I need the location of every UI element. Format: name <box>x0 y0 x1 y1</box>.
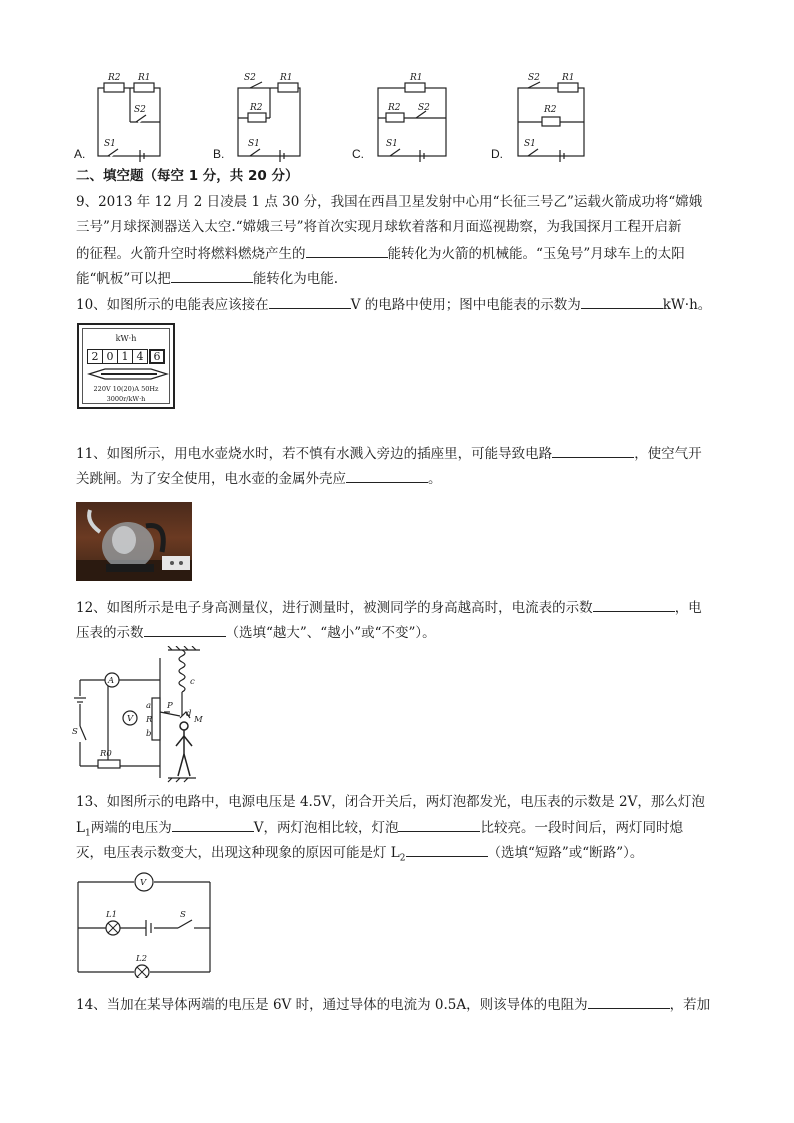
q13-l2-sub: 2 <box>399 853 406 864</box>
q12-text-2b: （选填“越大”、“越小”或“不变”）。 <box>225 625 436 641</box>
ammeter-label: A <box>108 676 115 686</box>
q10-blank-2[interactable] <box>581 294 663 309</box>
lamp-l2-icon <box>135 965 149 978</box>
q12-line-1 <box>76 597 702 618</box>
kettle-icon <box>76 502 192 581</box>
lamp-l2-label: L2 <box>136 954 148 964</box>
q8-circuits-svg <box>70 60 730 165</box>
q10-line-1 <box>76 294 711 315</box>
option-c-label: C. <box>352 147 364 161</box>
q12-text-1b: ，电 <box>674 600 702 616</box>
q10-blank-1[interactable] <box>269 294 351 309</box>
q11-blank-2[interactable] <box>346 468 428 483</box>
q8a-r2-label: R2 <box>108 73 121 83</box>
meter-disc-icon <box>81 367 171 381</box>
q10-text-b: V 的电路中使用；图中电能表的示数为 <box>350 297 581 313</box>
meter-digit: 4 <box>133 349 148 364</box>
q11-text-1b: ，使空气开 <box>634 446 702 462</box>
q12-blank-1[interactable] <box>593 597 675 612</box>
q13-line-2 <box>76 817 683 844</box>
meter-digit: 2 <box>87 349 103 364</box>
voltmeter-v-label: V <box>140 878 147 888</box>
point-a-label: a <box>146 701 152 711</box>
q8c-r1-label: R1 <box>410 73 423 83</box>
q10-text-a: 10、如图所示的电能表应该接在 <box>76 297 269 313</box>
q8c-s1-label: S1 <box>386 139 398 149</box>
lamp-circuit <box>72 870 217 978</box>
option-d-label: D. <box>491 147 503 161</box>
point-m-label: M <box>194 715 203 725</box>
lamp-l1-label: L1 <box>106 910 118 920</box>
point-d-label: d <box>186 709 192 719</box>
q8d-r2-label: R2 <box>544 105 557 115</box>
slider-p-label: P <box>167 701 173 711</box>
voltmeter-label: V <box>127 714 134 724</box>
q11-text-2a: 关跳闸。为了安全使用，电水壶的金属外壳应 <box>76 471 346 487</box>
q8a-s1-label: S1 <box>104 139 116 149</box>
q9-blank-1[interactable] <box>306 243 388 258</box>
q8b-s1-label: S1 <box>248 139 260 149</box>
q9-text-3a: 的征程。火箭升空时将燃料燃烧产生的 <box>76 246 306 262</box>
q9-line-2: 三号”月球探测器送入太空.“嫦娥三号”将首次实现月球软着落和月面巡视勘察，为我国探月工程开启新 <box>76 219 682 235</box>
q13-line-3 <box>76 842 643 869</box>
q14-line-1 <box>76 994 710 1015</box>
q13-l1-sub: 1 <box>84 828 91 839</box>
q12-text-1a: 12、如图所示是电子身高测量仪，进行测量时，被测同学的身高越高时，电流表的示数 <box>76 600 593 616</box>
q12-line-2 <box>76 622 436 643</box>
option-a-label: A. <box>74 147 86 161</box>
meter-rev: 3000r/kW·h <box>106 395 146 403</box>
q13-blank-2[interactable] <box>398 817 480 832</box>
q9-text-4a: 能“帆板”可以把 <box>76 271 171 287</box>
q8b-r1-label: R1 <box>280 73 293 83</box>
lamp-l1-icon <box>106 921 120 935</box>
q11-line-1 <box>76 443 702 464</box>
q8d-s1-label: S1 <box>524 139 536 149</box>
q11-blank-1[interactable] <box>552 443 634 458</box>
electric-meter-figure <box>77 323 175 409</box>
meter-unit-label: kW·h <box>115 334 137 343</box>
meter-digits <box>87 349 165 364</box>
q11-line-2 <box>76 468 442 489</box>
q9-line-3 <box>76 243 685 264</box>
q9-line-4 <box>76 268 338 289</box>
height-meter-circuit <box>72 646 222 784</box>
q13-line-1: 13、如图所示的电路中，电源电压是 4.5V，闭合开关后，两灯泡都发光，电压表的示数是 2V，那么灯泡 <box>76 794 705 810</box>
person-icon <box>176 722 192 776</box>
q8c-s2-label: S2 <box>418 103 430 113</box>
q13-l1-prefix: L <box>76 820 85 836</box>
q8c-r2-label: R2 <box>388 103 401 113</box>
q8d-s2-label: S2 <box>528 73 540 83</box>
switch-label: S <box>180 910 186 920</box>
option-b-label: B. <box>213 147 225 161</box>
q8-option-figures <box>70 60 730 165</box>
point-c-label: c <box>190 677 195 687</box>
q9-line-1: 9、2013 年 12 月 2 日凌晨 1 点 30 分，我国在西昌卫星发射中心用“长征三号乙”运载火箭成功将“嫦娥 <box>76 194 703 210</box>
q9-text-4b: 能转化为电能. <box>252 271 339 287</box>
meter-digit-decimal: 6 <box>149 349 165 364</box>
lamp-circuit-svg <box>72 870 217 978</box>
q8d-r1-label: R1 <box>562 73 575 83</box>
q13-blank-1[interactable] <box>172 817 254 832</box>
q12-blank-2[interactable] <box>144 622 226 637</box>
q14-text-a: 14、当加在某导体两端的电压是 6V 时，通过导体的电流为 0.5A，则该导体的电阻为 <box>76 997 588 1013</box>
q11-text-1a: 11、如图所示，用电水壶烧水时，若不慎有水溅入旁边的插座里，可能导致电路 <box>76 446 553 462</box>
meter-digit: 0 <box>103 349 118 364</box>
q13-text-3b: （选填“短路”或“断路”）。 <box>487 845 644 861</box>
q9-text-3b: 能转化为火箭的机械能。“玉兔号”月球车上的太阳 <box>387 246 685 262</box>
meter-digit: 1 <box>118 349 133 364</box>
q13-text-3a: 灭，电压表示数变大，出现这种现象的原因可能是灯 L <box>76 845 400 861</box>
r0-label: R0 <box>100 749 112 759</box>
q12-text-2a: 压表的示数 <box>76 625 144 641</box>
q10-text-c: kW·h。 <box>662 297 712 313</box>
point-b-label: b <box>146 729 152 739</box>
rheostat-label: R <box>146 715 153 725</box>
q8a-s2-label: S2 <box>134 105 146 115</box>
q13-blank-3[interactable] <box>406 842 488 857</box>
q8b-s2-label: S2 <box>244 73 256 83</box>
meter-spec: 220V 10(20)A 50Hz <box>93 385 159 393</box>
section-2-title: 二、填空题（每空 1 分，共 20 分） <box>76 168 299 184</box>
q9-blank-2[interactable] <box>171 268 253 283</box>
q13-text-2d: 比较亮。一段时间后，两灯同时熄 <box>480 820 683 836</box>
q14-text-b: ，若加 <box>669 997 711 1013</box>
q13-text-2b: 两端的电压为 <box>90 820 172 836</box>
height-meter-svg <box>72 646 222 784</box>
q8a-r1-label: R1 <box>138 73 151 83</box>
switch-s-label: S <box>72 727 78 737</box>
q13-text-2c: V，两灯泡相比较，灯泡 <box>253 820 399 836</box>
q14-blank-1[interactable] <box>588 994 670 1009</box>
q8b-r2-label: R2 <box>250 103 263 113</box>
kettle-photo <box>76 502 192 581</box>
q11-text-2b: 。 <box>428 471 442 487</box>
